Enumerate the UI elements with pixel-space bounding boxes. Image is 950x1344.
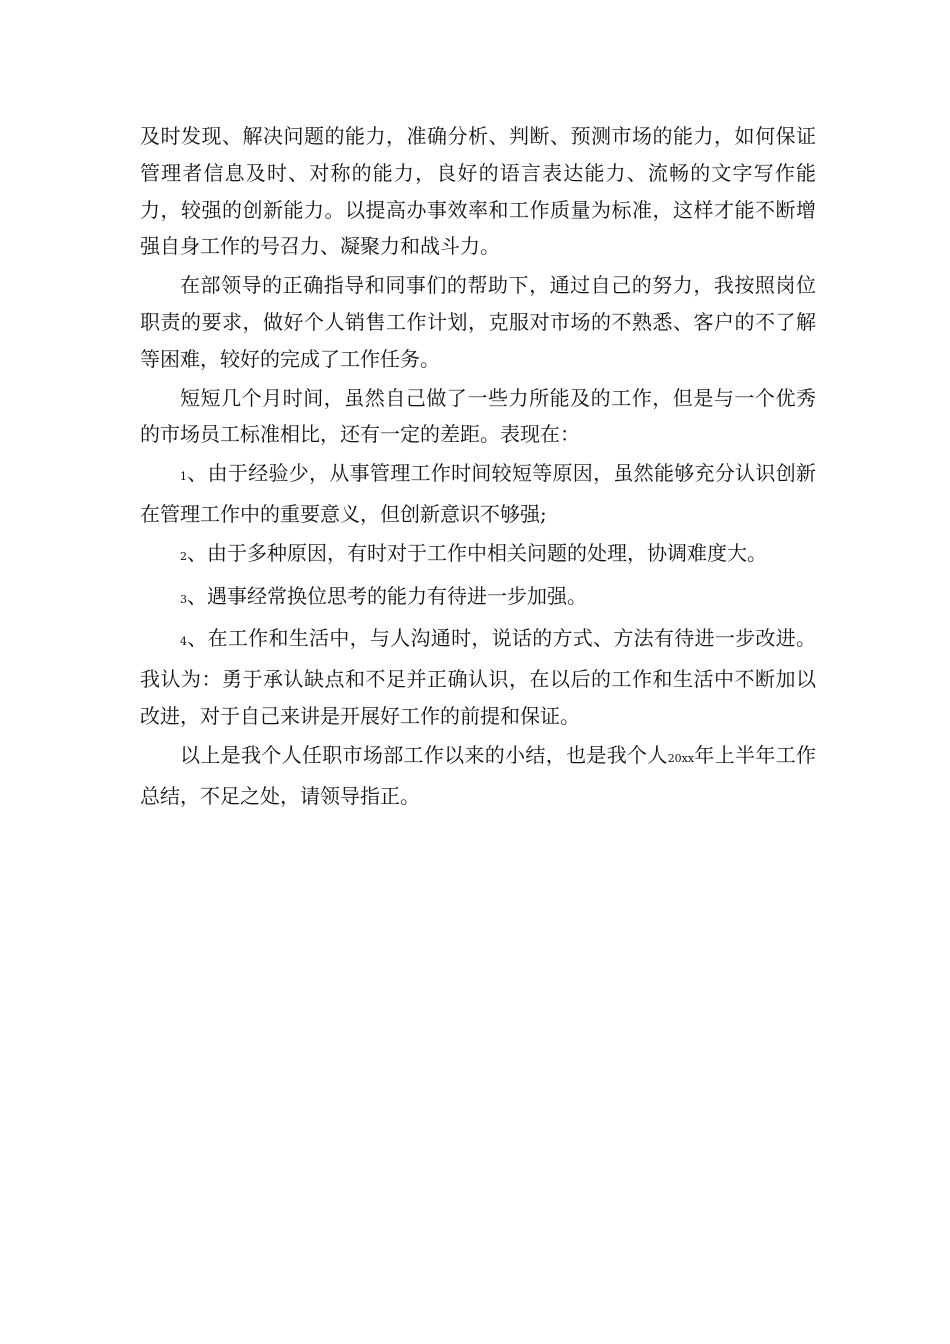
paragraph-3: 短短几个月时间，虽然自己做了一些力所能及的工作，但是与一个优秀的市场员工标准相比，还有一定的差距。表现在： (140, 385, 816, 447)
list-item-2-text: 、由于多种原因，有时对于工作中相关问题的处理，协调难度大。 (187, 540, 767, 565)
list-item-3-text: 、遇事经常换位思考的能力有待进一步加强。 (187, 583, 587, 608)
closing-text-b: 年上半年工作总结，不足之处，请领导指正。 (140, 742, 817, 808)
closing-year: 20xx (667, 751, 695, 765)
paragraph-2: 在部领导的正确指导和同事们的帮助下，通过自己的努力，我按照岗位职责的要求，做好个人销售工作计划，克服对市场的不熟悉、客户的不了解等困难，较好的完成了工作任务。 (140, 273, 816, 371)
closing-paragraph (140, 737, 816, 815)
list-item-3 (140, 578, 816, 619)
document-body (140, 118, 816, 816)
list-item-1-text: 、由于经验少，从事管理工作时间较短等原因，虽然能够充分认识创新在管理工作中的重要意义，但创新意识不够强; (140, 461, 816, 526)
list-item-2 (140, 535, 816, 576)
list-item-4-number: 4 (180, 635, 187, 649)
list-item-1-number: 1 (180, 470, 187, 484)
paragraph-1: 及时发现、解决问题的能力，准确分析、判断、预测市场的能力，如何保证管理者信息及时、对称的能力，良好的语言表达能力、流畅的文字写作能力，较强的创新能力。以提高办事效率和工作质量为标准，这样才能不断增强自身工作的号召力、凝聚力和战斗力。 (140, 124, 816, 259)
list-item-3-number: 3 (180, 592, 187, 606)
list-item-4 (140, 620, 816, 734)
list-item-1 (140, 455, 816, 533)
list-item-2-number: 2 (180, 549, 187, 563)
list-item-4-text: 、在工作和生活中，与人沟通时，说话的方式、方法有待进一步改进。我认为：勇于承认缺点和不足并正确认识，在以后的工作和生活中不断加以改进，对于自己来讲是开展好工作的前提和保证。 (140, 626, 816, 728)
closing-text-a: 以上是我个人任职市场部工作以来的小结，也是我个人 (180, 742, 668, 767)
